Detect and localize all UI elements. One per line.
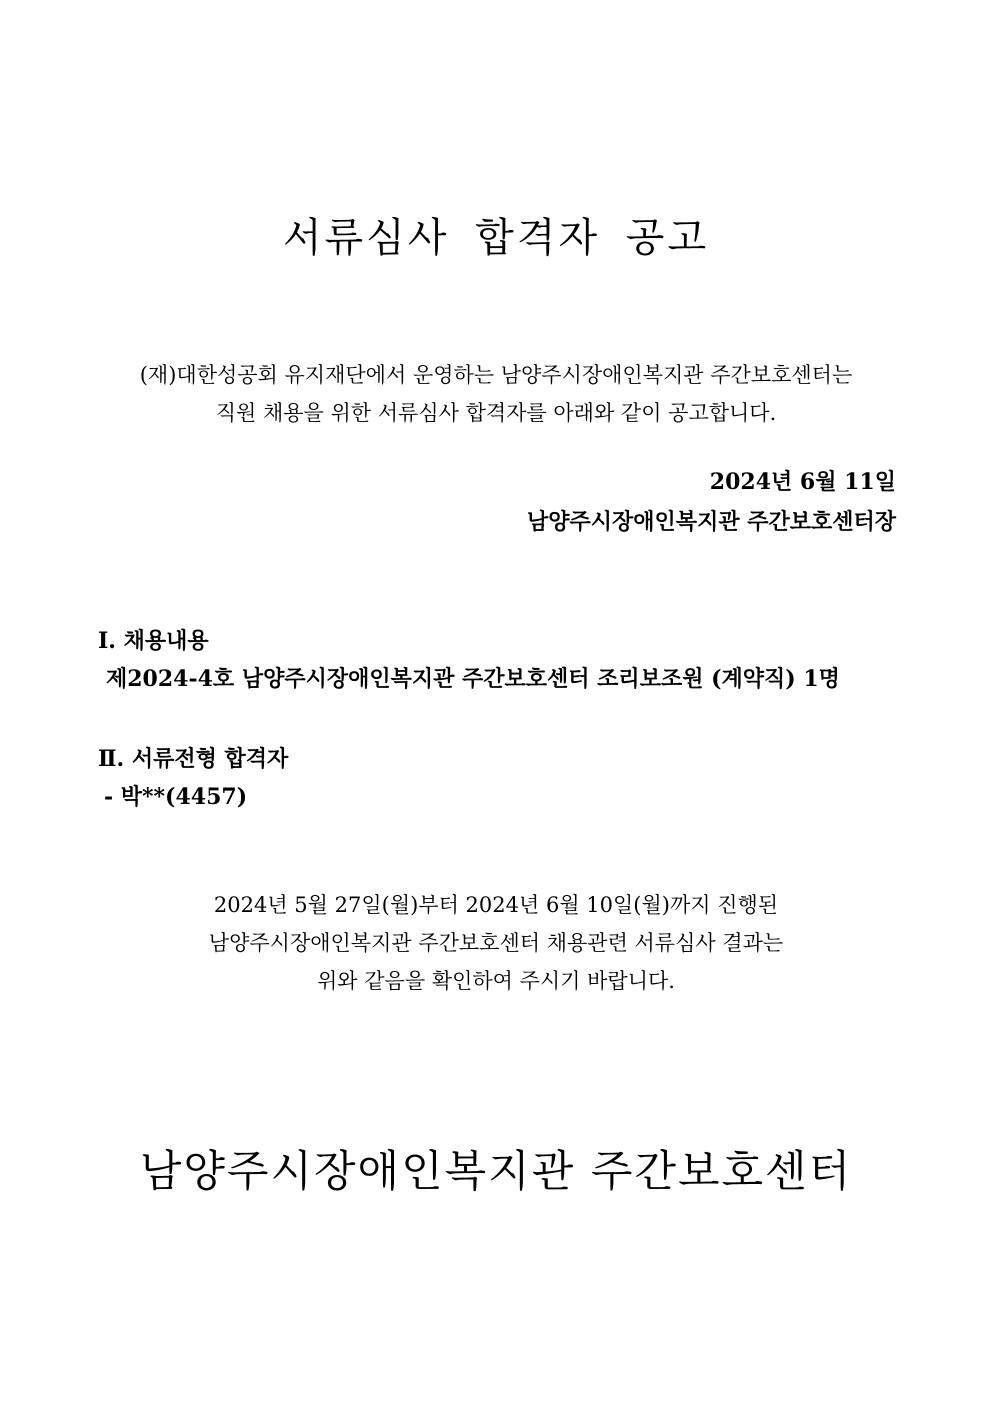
closing-line: 위와 같음을 확인하여 주시기 바랍니다. [317,969,675,993]
section-line: 제2024-4호 남양주시장애인복지관 주간보호센터 조리보조원 (계약직) 1명 [106,666,840,692]
closing-paragraph [0,886,992,1000]
announcement-date: 2024년 6월 11일 [709,469,896,495]
applicant-item: - 박**(4457) [104,784,248,810]
section-heading: Ⅰ. 채용내용 [98,628,209,654]
section-passed-applicants [98,740,288,816]
closing-line: 2024년 5월 27일(월)부터 2024년 6월 10일(월)까지 진행된 [213,893,779,917]
organization-footer: 남양주시장애인복지관 주간보호센터 [139,1147,853,1197]
intro-line: 직원 채용을 위한 서류심사 합격자를 아래와 같이 공고합니다. [215,401,777,425]
document-title: 서류심사 합격자 공고 [282,215,710,261]
intro-line: (재)대한성공회 유지재단에서 운영하는 남양주시장애인복지관 주간보호센터는 [139,363,853,387]
section-recruitment-details [98,622,840,698]
intro-paragraph [0,356,992,432]
section-heading: Ⅱ. 서류전형 합격자 [98,746,289,772]
closing-line: 남양주시장애인복지관 주간보호센터 채용관련 서류심사 결과는 [208,931,784,955]
signatory: 남양주시장애인복지관 주간보호센터장 [527,509,896,535]
signature-block [527,462,896,542]
